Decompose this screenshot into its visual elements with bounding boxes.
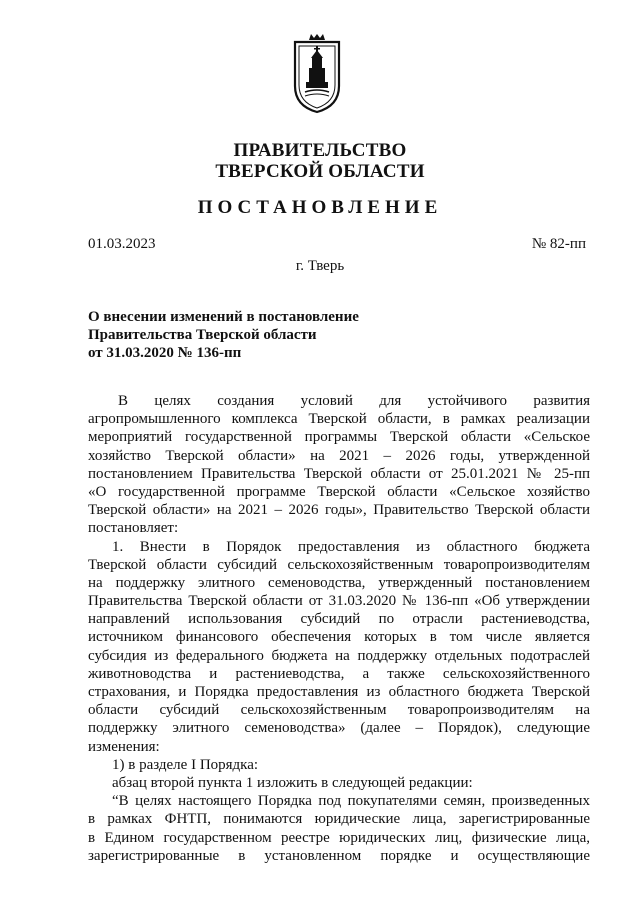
government-title-line2: ТВЕРСКОЙ ОБЛАСТИ [215,161,425,182]
body-line: животноводства и растениеводства, а также сельскохозяйственного [88,665,590,682]
body-line: 1) в разделе I Порядка: [112,756,259,773]
body-line: Правительства Тверской области от 31.03.2020 № 136-пп «Об утверждении [88,593,590,610]
body-line: «О государственной программе Тверской области «Сельское хозяйство [88,483,590,500]
body-line: В целях создания условий для устойчивого развития [118,393,590,409]
body-line: 1. Внести в Порядок предоставления из областного бюджета [112,538,590,555]
body-line: изменения: [88,738,160,755]
document-subject [88,308,408,362]
body-line: в Едином государственном реестре юридических лиц, физические лица, [88,829,590,846]
subject-line: от 31.03.2020 № 136-пп [88,345,242,361]
subject-line: Правительства Тверской области [88,327,317,343]
body-line: области субсидий сельскохозяйственным товаропроизводителям на [88,702,590,719]
body-line: Тверской области» на 2021 – 2026 годы», Правительство Тверской области [88,502,590,519]
body-line: направлений использования субсидий по отрасли растениеводства, [88,611,590,628]
body-line: мероприятий государственной программы Тверской области «Сельское [88,429,590,446]
body-line: абзац второй пункта 1 изложить в следующей редакции: [112,774,473,791]
body-line: зарегистрированные в установленном порядке и осуществляющие [88,847,590,864]
document-body [88,392,590,865]
body-line: страхования, и Порядка предоставления из областного бюджета Тверской [88,684,590,700]
body-line: постановлением Правительства Тверской области от 25.01.2021 № 25-пп [88,465,590,482]
body-line: агропромышленного комплекса Тверской области, в рамках реализации [88,411,590,428]
body-line: на поддержку элитного семеноводства, утвержденный постановлением [88,574,590,591]
body-line: источником финансового обеспечения которых в том числе является [88,629,590,646]
body-line: поддержку элитного семеноводства» (далее – Порядок), следующие [88,720,590,737]
subject-line: О внесении изменений в постановление [88,309,359,325]
body-line: хозяйство Тверской области» на 2021 – 2026 годы, утвержденной [88,447,590,464]
body-line: “В целях настоящего Порядка под покупателями семян, произведенных [112,793,590,810]
coat-of-arms-icon [291,34,343,114]
body-line: постановляет: [88,520,179,537]
government-title-line1: ПРАВИТЕЛЬСТВО [233,140,407,161]
document-city: г. Тверь [295,258,345,274]
document-type: ПОСТАНОВЛЕНИЕ [197,197,443,218]
body-line: Тверской области субсидий сельскохозяйственным товаропроизводителям [88,556,590,573]
body-line: в рамках ФНТП, понимаются юридические лица, зарегистрированные [88,811,590,828]
document-date: 01.03.2023 [88,236,156,252]
document-number: № 82-пп [531,236,586,252]
body-line: субсидия из федерального бюджета на поддержку отдельных подотраслей [88,647,590,664]
